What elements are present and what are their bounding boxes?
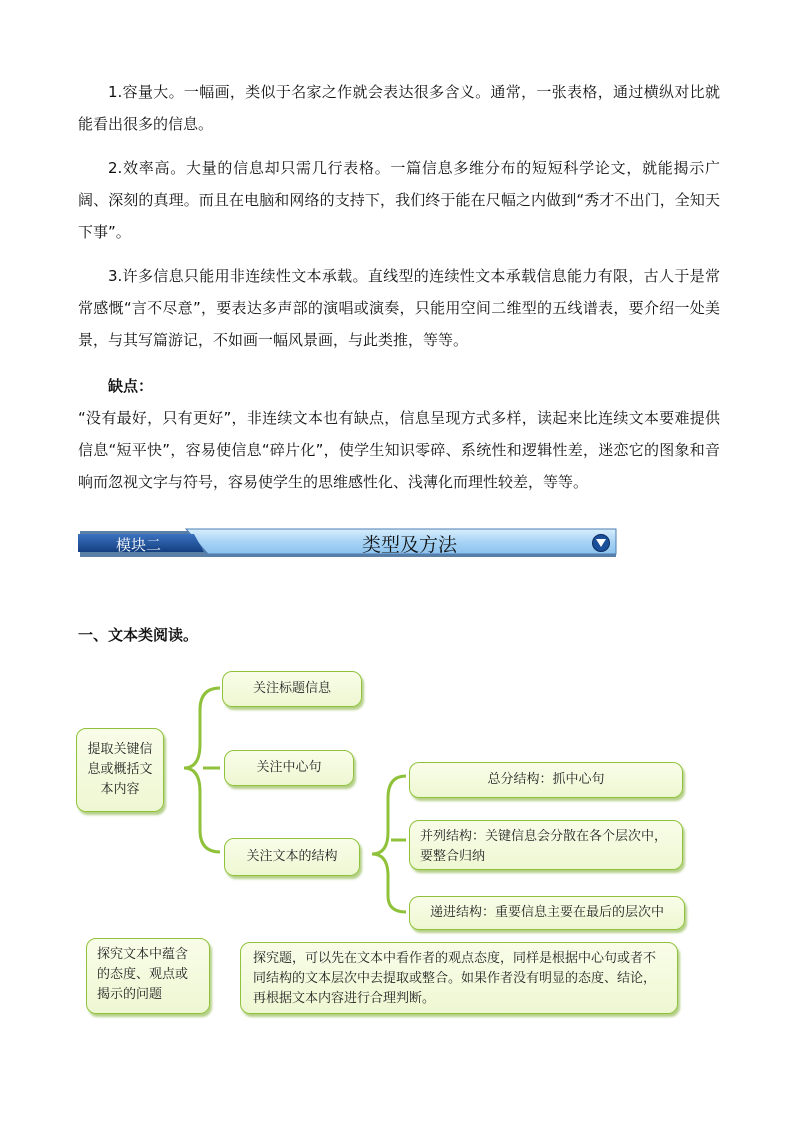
branch-text-structure-text: 关注文本的结构 [246,849,338,864]
banner-title: 类型及方法 [362,534,458,556]
structure-progressive-text: 递进结构：重要信息主要在最后的层次中 [429,905,664,920]
paragraph-efficiency: 2.效率高。大量的信息却只需几行表格。一篇信息多维分布的短短科学论文，就能揭示广阔、深刻的真理。而且在电脑和网络的支持下，我们终于能在尺幅之内做到“秀才不出门，全知天下事”。 [78,159,720,241]
structure-parallel [409,820,683,870]
structure-general-text: 总分结构：抓中心句 [487,772,605,787]
explore-method-text: 探究题，可以先在文本中看作者的观点态度，同样是根据中心句或者不同结构的文本层次中去提取或整合。如果作者没有明显的态度、结论，再根据文本内容进行合理判断。 [253,951,657,1006]
paragraph-capacity: 1.容量大。一幅画，类似于名家之作就会表达很多含义。通常，一张表格，通过横纵对比就能看出很多的信息。 [78,83,720,133]
explore-method-box [240,942,678,1014]
mindmap-root [76,728,164,812]
module-label: 模块二 [116,536,162,554]
mindmap-root-text: 提取关键信息或概括文本内容 [87,742,153,797]
paragraph-noncontinuous: 3.许多信息只能用非连续性文本承载。直线型的连续性文本承载信息能力有限，古人于是常常感慨“言不尽意”，要表达多声部的演唱或演奏，只能用空间二维型的五线谱表，要介绍一处美景，与其写篇游记，不如画一幅风景画，与此类推，等等。 [78,267,720,349]
shortcomings-label: 缺点： [108,377,154,395]
branch-text-structure [224,838,360,876]
section-heading: 一、文本类阅读。 [78,626,199,644]
structure-parallel-text: 并列结构：关键信息会分散在各个层次中，要整合归纳 [420,829,668,864]
structure-general [409,762,683,798]
paragraph-shortcomings: “没有最好，只有更好”，非连续文本也有缺点，信息呈现方式多样，读起来比连续文本要难提供信息“短平快”，容易使信息“碎片化”，使学生知识零碎、系统性和逻辑性差，迷恋它的图象和音响而忽视文字与符号，容易使学生的思维感性化、浅薄化而理性较差，等等。 [78,409,720,491]
branch-title-info-text: 关注标题信息 [252,681,331,696]
explore-label-text: 探究文本中蕴含的态度、观点或揭示的问题 [97,947,189,1002]
structure-progressive [409,896,685,930]
branch-title-info [222,671,362,707]
branch-center-sentence-text: 关注中心句 [256,760,322,775]
explore-label-box [86,938,210,1014]
branch-center-sentence [224,750,354,786]
